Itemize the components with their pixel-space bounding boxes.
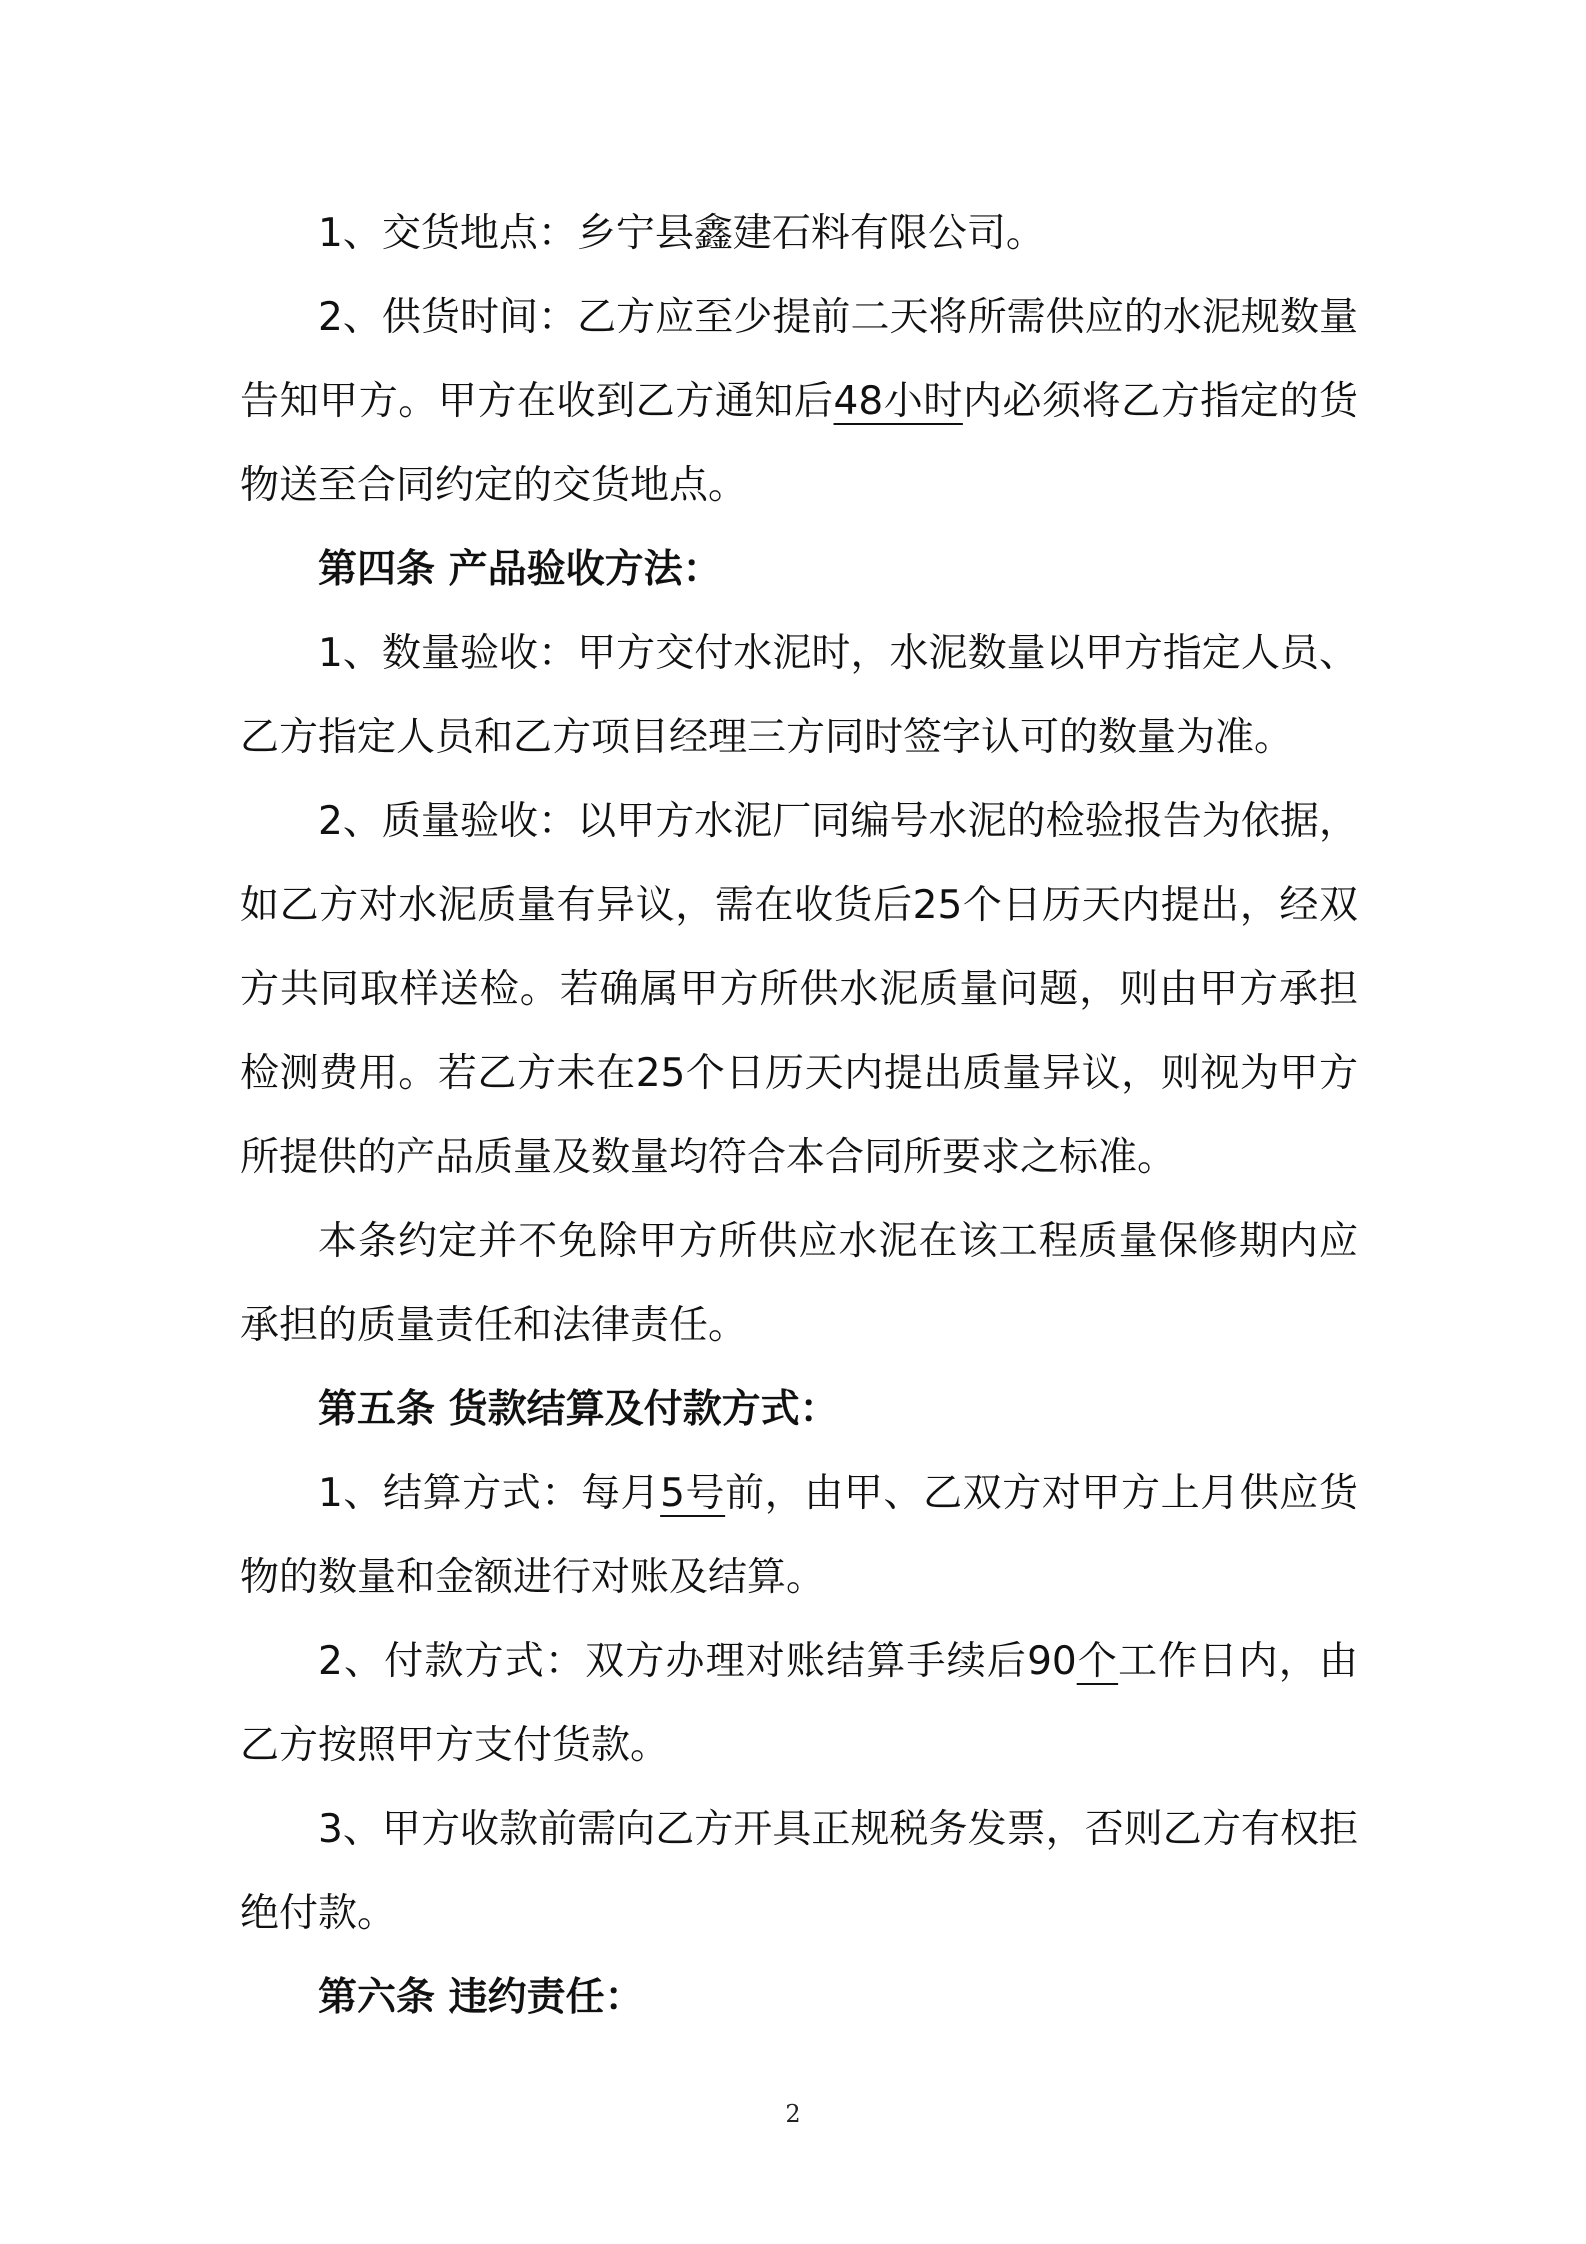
paragraph-text: 前，由甲、乙双方对甲方上月供应货物的数量和金额进行对账及结算。	[240, 1471, 1358, 1600]
paragraph-text: 1、数量验收：甲方交付水泥时，水泥数量以甲方指定人员、乙方指定人员和乙方项目经理三方同时签字认可的数量为准。	[240, 631, 1358, 760]
clause-liability-note	[240, 1200, 1358, 1368]
underlined-fill-in: 48小时	[833, 379, 963, 424]
paragraph-text: 2、质量验收：以甲方水泥厂同编号水泥的检验报告为依据，如乙方对水泥质量有异议，需在收货后25个日历天内提出，经双方共同取样送检。若确属甲方所供水泥质量问题，则由甲方承担检测费用。若乙方未在25个日历天内提出质量异议，则视为甲方所提供的产品质量及数量均符合本合同所要求之标准。	[240, 799, 1358, 1180]
paragraph-text: 工作日内，由乙方按照甲方支付货款。	[240, 1639, 1358, 1768]
article-5-heading	[240, 1368, 1358, 1452]
paragraph-text: 本条约定并不免除甲方所供应水泥在该工程质量保修期内应承担的质量责任和法律责任。	[240, 1219, 1358, 1348]
underlined-fill-in: 5号	[660, 1471, 726, 1516]
page-number: 2	[785, 2100, 801, 2128]
clause-quantity-acceptance	[240, 612, 1358, 780]
paragraph-text: 1、交货地点：乡宁县鑫建石料有限公司。	[318, 211, 1045, 256]
paragraph-text: 2、供货时间：乙方应至少提前二天将所需供应的水泥规数量告知甲方。甲方在收到乙方通知后	[240, 295, 1358, 424]
paragraph-text: 3、甲方收款前需向乙方开具正规税务发票，否则乙方有权拒绝付款。	[240, 1807, 1358, 1936]
underlined-fill-in: 个	[1076, 1639, 1119, 1684]
clause-invoice	[240, 1788, 1358, 1956]
heading-text: 第五条 货款结算及付款方式：	[318, 1387, 839, 1432]
heading-text: 第四条 产品验收方法：	[318, 547, 722, 592]
clause-quality-acceptance	[240, 780, 1358, 1200]
clause-supply-time	[240, 276, 1358, 528]
article-6-heading	[240, 1956, 1358, 2040]
paragraph-text: 1、结算方式：每月	[318, 1471, 661, 1516]
clause-payment-method	[240, 1620, 1358, 1788]
paragraph-text: 内必须将乙方指定的货物送至合同约定的交货地点。	[240, 379, 1358, 508]
clause-delivery-location	[240, 192, 1358, 276]
article-4-heading	[240, 528, 1358, 612]
clause-settlement-method	[240, 1452, 1358, 1620]
paragraph-text: 2、付款方式：双方办理对账结算手续后90	[318, 1639, 1077, 1684]
contract-body	[240, 192, 1358, 2040]
heading-text: 第六条 违约责任：	[318, 1975, 644, 2020]
